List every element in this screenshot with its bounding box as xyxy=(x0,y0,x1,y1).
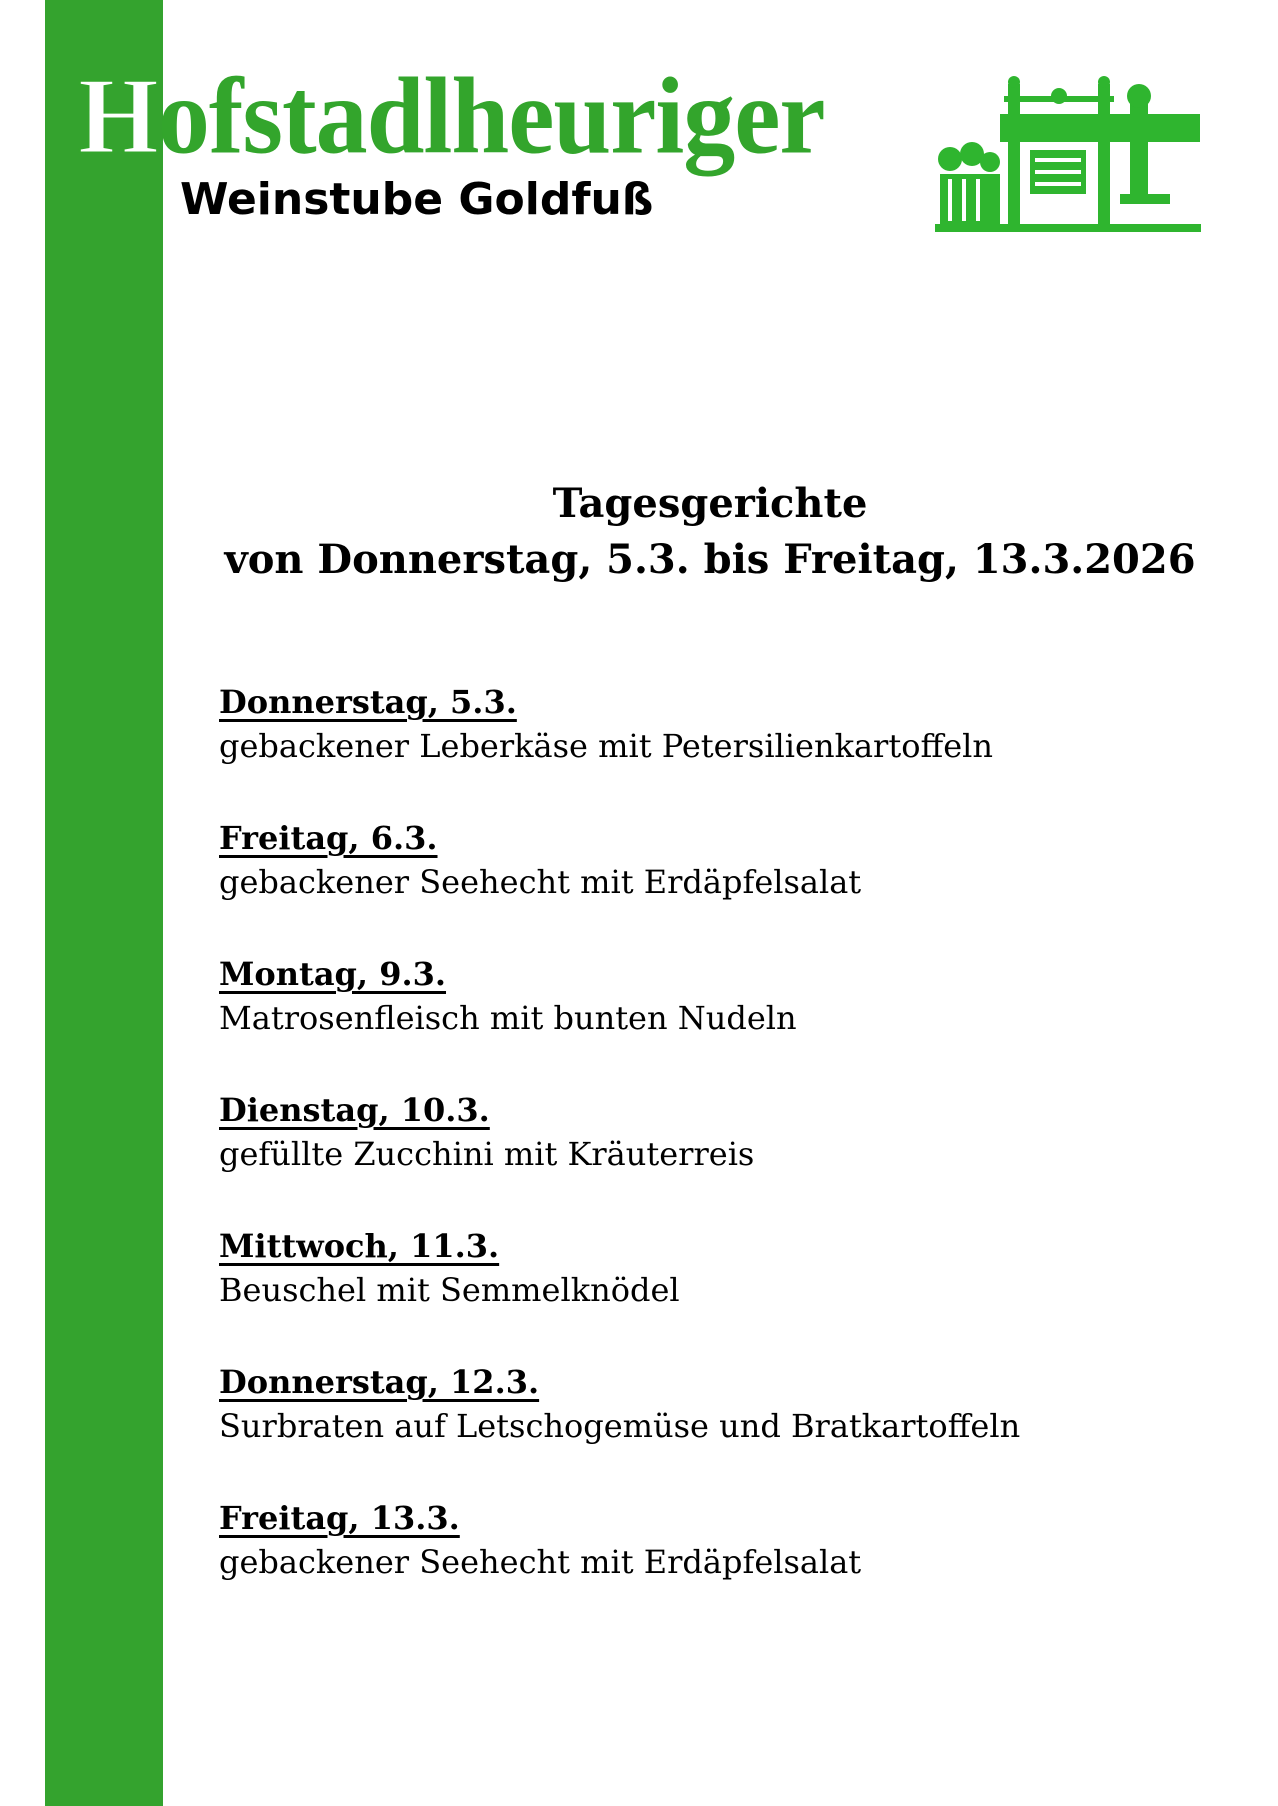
menu-dish: Matrosenfleisch mit bunten Nudeln xyxy=(219,999,797,1037)
title-line-2: von Donnerstag, 5.3. bis Freitag, 13.3.2026 xyxy=(224,536,1196,583)
green-side-bar xyxy=(45,0,163,1806)
brand-logo-text xyxy=(78,55,825,177)
menu-dish: gefüllte Zucchini mit Kräuterreis xyxy=(219,1135,755,1173)
brand-initial: H xyxy=(78,55,158,177)
title-line-1: Tagesgerichte xyxy=(552,480,868,527)
menu-day: Montag, 9.3. xyxy=(219,955,447,993)
menu-entry xyxy=(219,1224,680,1312)
menu-day: Donnerstag, 5.3. xyxy=(219,683,517,721)
menu-entry xyxy=(219,1088,754,1176)
menu-entry xyxy=(219,816,861,904)
menu-day: Donnerstag, 12.3. xyxy=(219,1363,540,1401)
menu-entry xyxy=(219,952,797,1040)
menu-dish: gebackener Seehecht mit Erdäpfelsalat xyxy=(219,863,862,901)
wine-press-logo-icon xyxy=(930,74,1206,234)
menu-dish: gebackener Leberkäse mit Petersilienkartoffeln xyxy=(219,727,993,765)
menu-day: Dienstag, 10.3. xyxy=(219,1091,490,1129)
menu-day: Freitag, 13.3. xyxy=(219,1499,460,1537)
menu-dish: Beuschel mit Semmelknödel xyxy=(219,1271,680,1309)
menu-entry xyxy=(219,1496,861,1584)
menu-entry xyxy=(219,680,993,768)
brand-rest: ofstadlheuriger xyxy=(157,55,825,177)
page-title xyxy=(200,476,1220,588)
menu-day: Mittwoch, 11.3. xyxy=(219,1227,500,1265)
subtitle: Weinstube Goldfuß xyxy=(180,174,654,225)
menu-entry xyxy=(219,1360,1020,1448)
menu-dish: gebackener Seehecht mit Erdäpfelsalat xyxy=(219,1543,862,1581)
menu-dish: Surbraten auf Letschogemüse und Bratkartoffeln xyxy=(219,1407,1021,1445)
menu-day: Freitag, 6.3. xyxy=(219,819,438,857)
